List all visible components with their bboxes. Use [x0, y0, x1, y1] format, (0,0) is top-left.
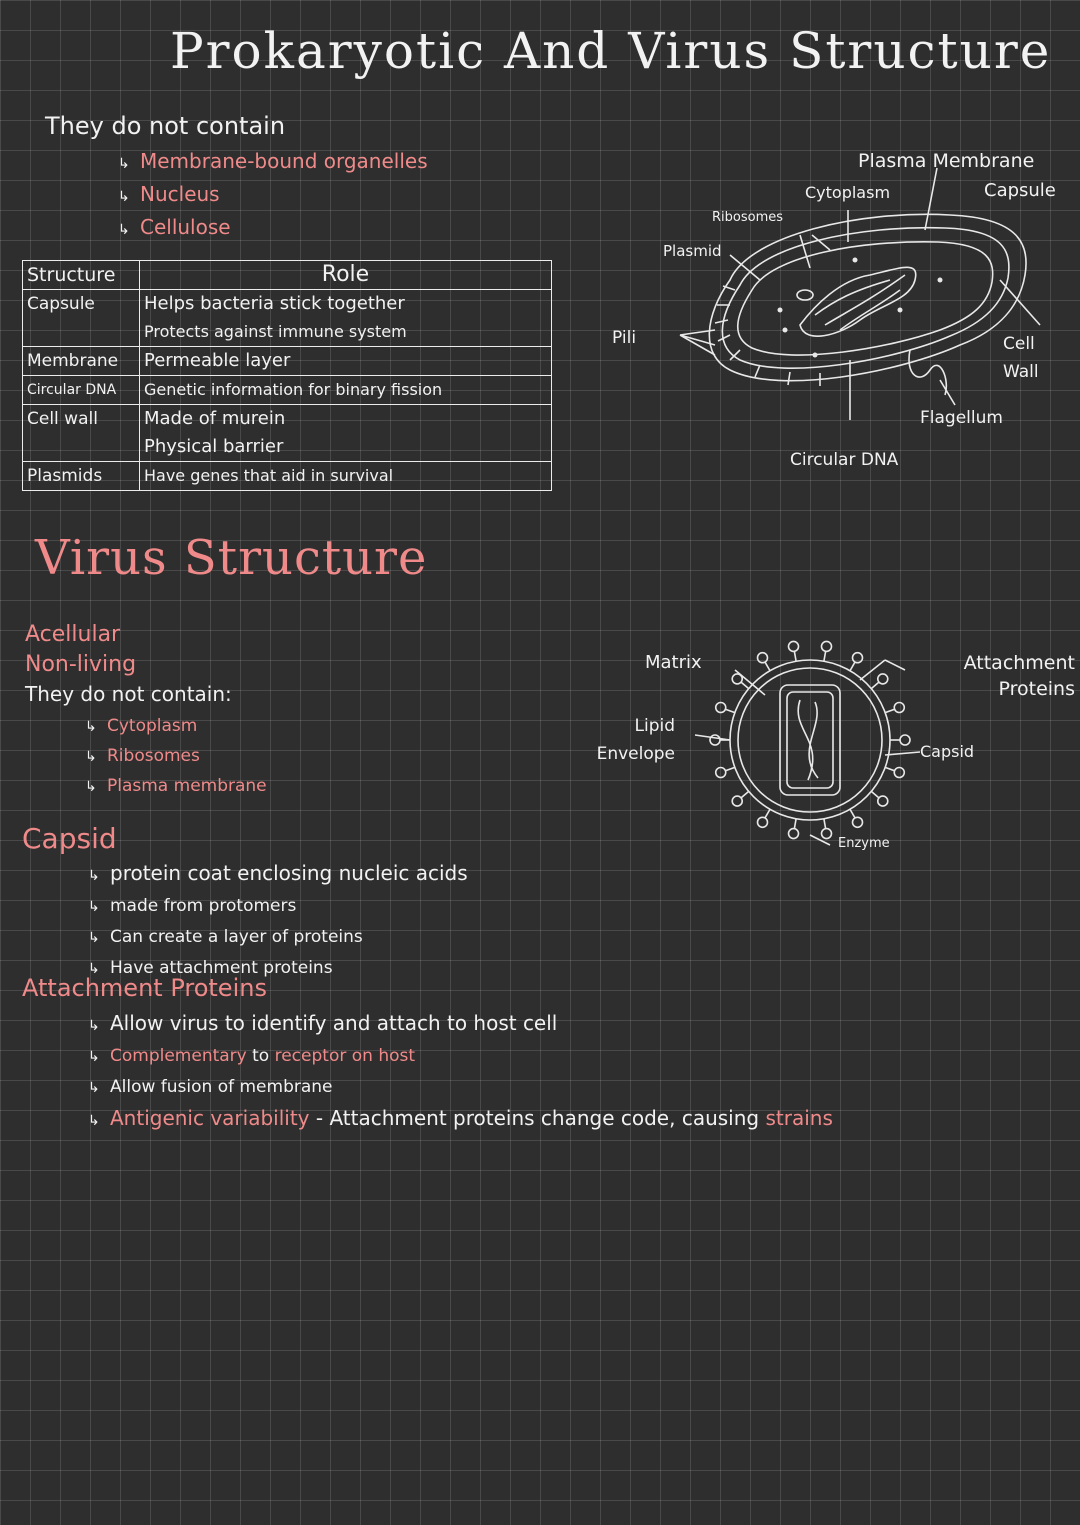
- virus-intro: They do not contain:: [25, 682, 232, 706]
- label-cytoplasm: Cytoplasm: [805, 183, 891, 202]
- list-item: ↳ Have attachment proteins: [88, 958, 333, 978]
- label-pili: Pili: [612, 328, 637, 348]
- label-plasmid: Plasmid: [663, 242, 722, 260]
- attachment-protein-knob: [732, 796, 742, 806]
- attachment-protein-knob: [716, 703, 726, 713]
- attachment-protein-knob: [821, 829, 831, 839]
- attachment-points: [88, 1008, 833, 1136]
- list-item: ↳ Plasma membrane: [85, 776, 267, 796]
- spike-stalk: [871, 791, 879, 797]
- spike-stalk: [794, 819, 796, 829]
- spike-stalk: [850, 809, 855, 818]
- spike-stalk: [741, 682, 749, 688]
- spike-stalk: [725, 767, 734, 770]
- attachment-protein-knob: [758, 817, 768, 827]
- attachment-protein-knob: [716, 767, 726, 777]
- attachment-protein-knob: [710, 735, 720, 745]
- label-circular-dna: Circular DNA: [790, 450, 899, 470]
- label-capsule: Capsule: [984, 180, 1056, 201]
- attachment-protein-knob: [894, 703, 904, 713]
- prokaryote-intro: They do not contain: [45, 112, 286, 140]
- label-matrix: Matrix: [645, 652, 702, 673]
- spike-stalk: [885, 709, 894, 712]
- label-enzyme: Enzyme: [838, 836, 890, 851]
- list-item: ↳ protein coat enclosing nucleic acids: [88, 861, 468, 885]
- label-capsid: Capsid: [920, 742, 975, 761]
- spike-stalk: [824, 819, 826, 829]
- attachment-protein-knob: [789, 641, 799, 651]
- spike-stalk: [765, 809, 770, 818]
- table-row: Capsule Helps bacteria stick together Protects against immune system: [23, 290, 552, 347]
- list-item: ↳ Allow fusion of membrane: [88, 1077, 333, 1097]
- virus-diagram: [690, 640, 930, 850]
- label-ribosomes: Ribosomes: [712, 210, 784, 225]
- spike-stalk: [741, 791, 749, 797]
- spike-stalk: [850, 662, 855, 671]
- list-item: ↳ Complementary to receptor on host: [88, 1046, 416, 1066]
- attachment-protein-knob: [853, 817, 863, 827]
- capsid-points: [88, 858, 468, 984]
- virus-trait: Acellular: [25, 622, 121, 647]
- list-item: ↳ Allow virus to identify and attach to host cell: [88, 1011, 558, 1035]
- spike-stalk: [765, 662, 770, 671]
- label-plasma-membrane: Plasma Membrane: [858, 150, 1035, 172]
- attachment-protein-knob: [758, 653, 768, 663]
- label-attachment-proteins: Attachment Proteins: [963, 652, 1075, 700]
- spike-stalk: [871, 682, 879, 688]
- attachment-protein-knob: [878, 674, 888, 684]
- spike-stalk: [885, 767, 894, 770]
- page-title: Prokaryotic And Virus Structure: [170, 22, 1052, 80]
- capsid-heading: Capsid: [22, 822, 117, 855]
- label-flagellum: Flagellum: [920, 408, 1003, 428]
- list-item: ↳ Cytoplasm: [85, 716, 198, 736]
- table-header-role: Role: [140, 261, 552, 290]
- attachment-heading: Attachment Proteins: [22, 974, 267, 1002]
- attachment-protein-knob: [900, 735, 910, 745]
- table-header-structure: Structure: [23, 261, 140, 290]
- list-item: ↳ Ribosomes: [85, 746, 200, 766]
- attachment-protein-knob: [821, 641, 831, 651]
- table-row: Plasmids Have genes that aid in survival: [23, 462, 552, 491]
- label-lipid-envelope: Lipid Envelope: [596, 716, 675, 764]
- spike-stalk: [725, 709, 734, 712]
- table-row: Cell wall Made of murein Physical barrier: [23, 405, 552, 462]
- list-item: ↳ Cellulose: [118, 215, 231, 239]
- virus-heading: Virus Structure: [35, 530, 428, 586]
- attachment-protein-knob: [853, 653, 863, 663]
- structure-role-table: [22, 260, 552, 491]
- attachment-protein-knob: [894, 767, 904, 777]
- label-cell-wall: Cell Wall: [1003, 334, 1039, 382]
- virus-trait: Non-living: [25, 652, 137, 677]
- spike-stalk: [794, 651, 796, 661]
- list-item: ↳ Can create a layer of proteins: [88, 927, 363, 947]
- spike-stalk: [824, 651, 826, 661]
- list-item: ↳ Membrane-bound organelles: [118, 149, 428, 173]
- list-item: ↳ made from protomers: [88, 896, 297, 916]
- table-row: Membrane Permeable layer: [23, 347, 552, 376]
- table-row: Circular DNA Genetic information for binary fission: [23, 376, 552, 405]
- attachment-protein-knob: [789, 829, 799, 839]
- list-item: ↳ Antigenic variability - Attachment proteins change code, causing strains: [88, 1106, 833, 1130]
- attachment-protein-knob: [878, 796, 888, 806]
- virus-list: [85, 712, 267, 802]
- prokaryote-list: [118, 146, 428, 245]
- list-item: ↳ Nucleus: [118, 182, 220, 206]
